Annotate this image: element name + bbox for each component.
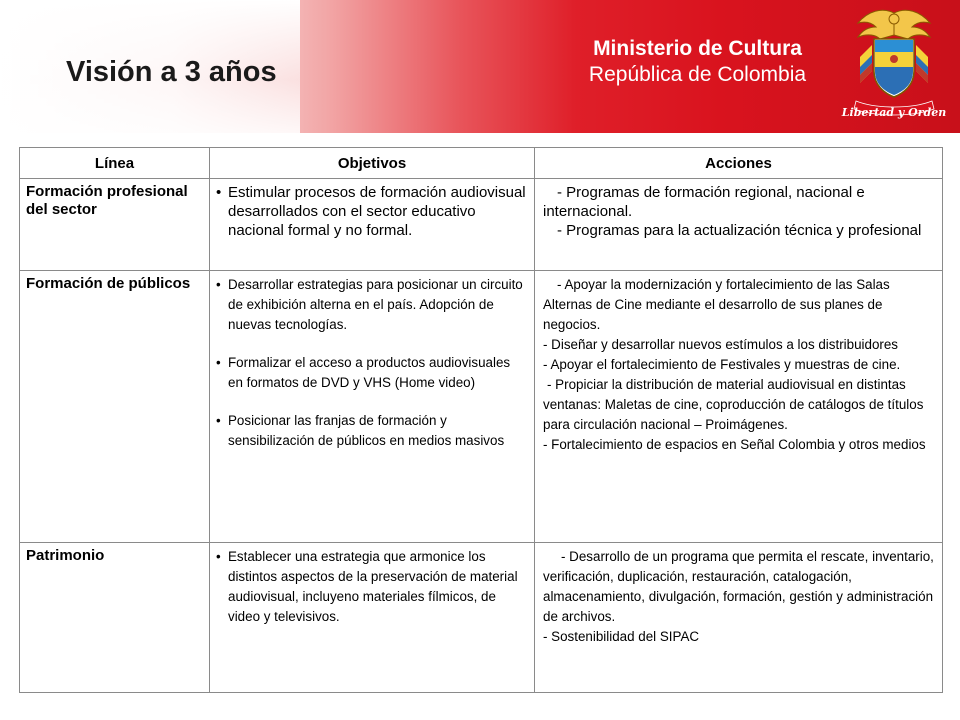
column-header-linea: Línea	[20, 148, 210, 179]
objective-text: Estimular procesos de formación audiovisual desarrollados con el sector educativo nacional formal y no formal.	[228, 184, 526, 239]
vision-table	[19, 147, 943, 693]
objective-text: Desarrollar estrategias para posicionar un circuito de exhibición alterna en el país. Adopción de nuevas tecnologías.	[228, 277, 523, 332]
action-item	[543, 183, 936, 221]
ministry-block	[575, 36, 820, 88]
objectives-cell	[210, 543, 535, 693]
action-text: - Diseñar y desarrollar nuevos estímulos a los distribuidores	[543, 337, 899, 352]
objective-item	[216, 411, 528, 451]
action-item	[543, 627, 936, 647]
line-cell	[20, 179, 210, 271]
action-text: - Sostenibilidad del SIPAC	[543, 629, 700, 644]
seal-motto: Libertad y Orden	[841, 106, 947, 119]
bullet-icon: •	[216, 277, 221, 292]
action-text: - Fortalecimiento de espacios en Señal Colombia y otros medios	[543, 437, 926, 452]
line-cell	[20, 271, 210, 543]
action-item	[543, 375, 936, 435]
column-header-acciones: Acciones	[535, 148, 943, 179]
action-item	[543, 547, 936, 627]
objectives-cell	[210, 271, 535, 543]
action-text: - Apoyar la modernización y fortalecimiento de las Salas Alternas de Cine mediante el desarrollo de sus planes de negocios.	[543, 277, 890, 332]
action-item	[543, 435, 936, 455]
actions-cell	[535, 271, 943, 543]
line-name: Patrimonio	[26, 547, 105, 564]
action-item	[543, 335, 936, 355]
action-text: - Propiciar la distribución de material audiovisual en distintas ventanas: Maletas de cine, coproducción de catálogos de títulos para circulación nacional – Proimágenes.	[543, 377, 924, 432]
table-header-row	[20, 148, 943, 179]
action-item	[543, 275, 936, 335]
objectives-cell	[210, 179, 535, 271]
action-text: - Programas para la actualización técnica y profesional	[557, 222, 922, 239]
table-row	[20, 271, 943, 543]
line-name: Formación profesional del sector	[26, 183, 188, 218]
action-text: - Desarrollo de un programa que permita el rescate, inventario, verificación, duplicación, restauración, catalogación, almacenamiento, divulgación, formación, gestión y administración de archivos.	[543, 549, 934, 624]
table-row	[20, 179, 943, 271]
actions-cell	[535, 179, 943, 271]
bullet-icon: •	[216, 549, 221, 564]
action-item	[543, 355, 936, 375]
action-text: - Programas de formación regional, nacional e internacional.	[543, 184, 865, 220]
objective-text: Formalizar el acceso a productos audiovisuales en formatos de DVD y VHS (Home video)	[228, 355, 511, 390]
action-text: - Apoyar el fortalecimiento de Festivales y muestras de cine.	[543, 357, 901, 372]
action-item	[543, 221, 936, 240]
objective-item	[216, 275, 528, 335]
bullet-icon: •	[216, 413, 221, 428]
page-title: Visión a 3 años	[66, 56, 277, 88]
table-row	[20, 543, 943, 693]
ministry-country: República de Colombia	[588, 63, 807, 86]
line-cell	[20, 543, 210, 693]
ministry-name: Ministerio de Cultura	[593, 37, 802, 60]
objective-text: Establecer una estrategia que armonice los distintos aspectos de la preservación de material audiovisual, incluyeno materiales fílmicos, de video y televisivos.	[228, 549, 518, 624]
bullet-icon: •	[216, 355, 221, 370]
column-header-objetivos: Objetivos	[210, 148, 535, 179]
line-name: Formación de públicos	[26, 275, 191, 292]
objective-text: Posicionar las franjas de formación y sensibilización de públicos en medios masivos	[228, 413, 505, 448]
bullet-icon: •	[216, 184, 222, 201]
objective-item	[216, 547, 528, 627]
objective-item	[216, 353, 528, 393]
actions-cell	[535, 543, 943, 693]
objective-item	[216, 183, 528, 240]
